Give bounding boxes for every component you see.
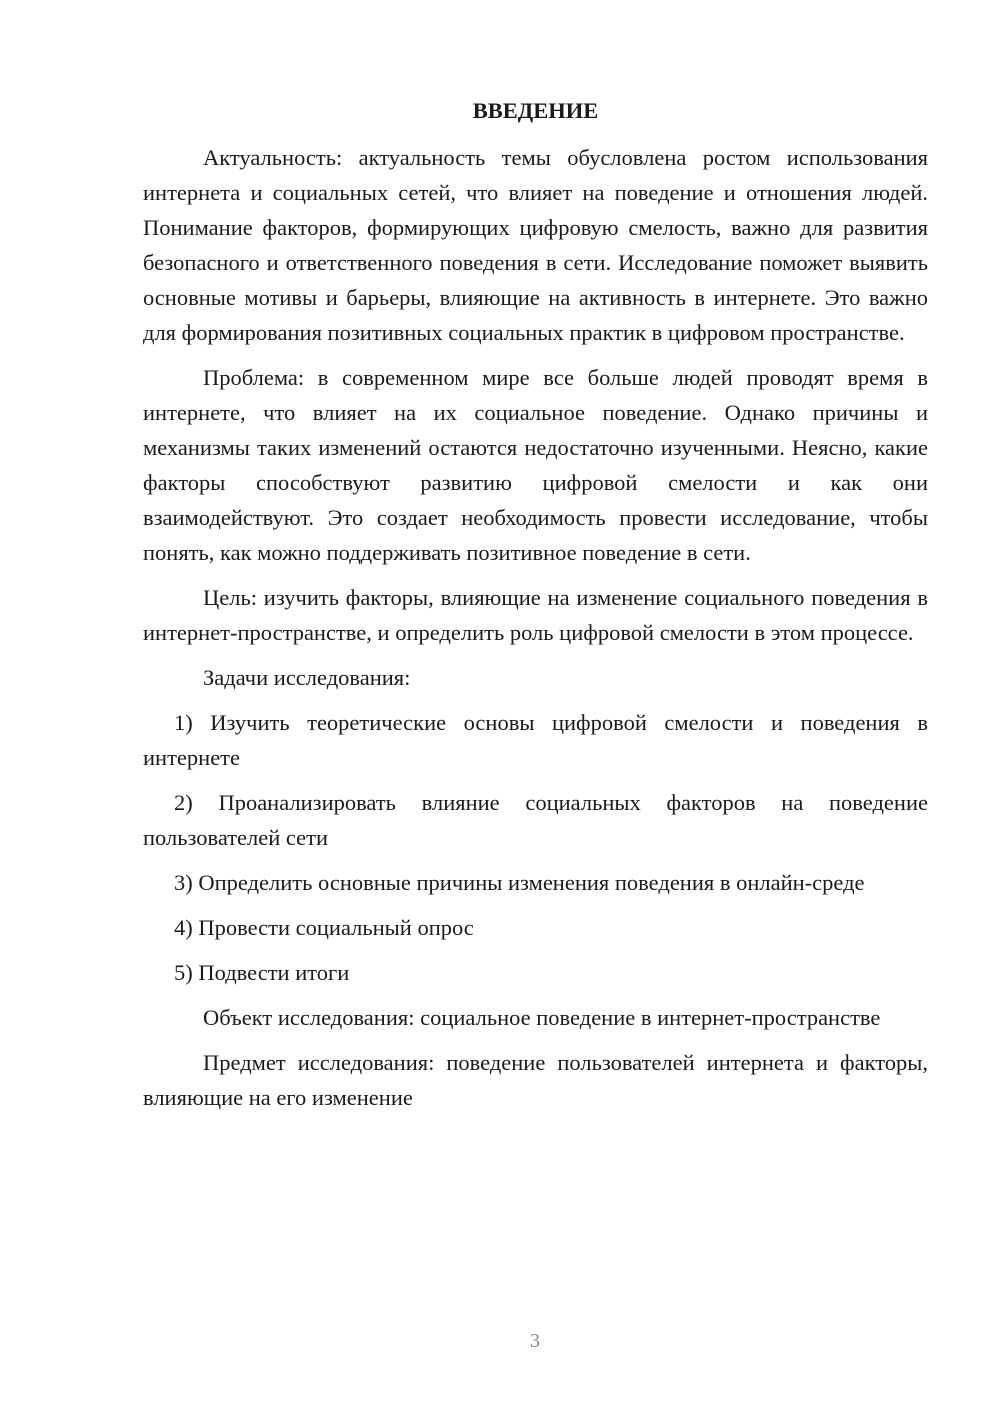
document-page (143, 93, 928, 1125)
relevance-paragraph: Актуальность: актуальность темы обусловлена ростом использования интернета и социальных сетей, что влияет на поведение и отношения людей. Понимание факторов, формирующих цифровую смелость, важно для развития безопасного и ответственного поведения в сети. Исследование поможет выявить основные мотивы и барьеры, влияющие на активность в интернете. Это важно для формирования позитивных социальных практик в цифровом пространстве. (143, 145, 928, 345)
tasks-heading: Задачи исследования: (203, 665, 411, 690)
research-object-paragraph: Объект исследования: социальное поведение в интернет-пространстве (203, 1005, 881, 1030)
task-item: 3) Определить основные причины изменения поведения в онлайн-среде (174, 870, 865, 895)
task-item: 1) Изучить теоретические основы цифровой смелости и поведения в интернете (143, 710, 928, 770)
section-heading: ВВЕДЕНИЕ (472, 98, 599, 123)
research-subject-paragraph: Предмет исследования: поведение пользователей интернета и факторы, влияющие на его изменение (143, 1050, 928, 1110)
page-number: 3 (530, 1330, 540, 1352)
task-item: 2) Проанализировать влияние социальных факторов на поведение пользователей сети (143, 790, 928, 850)
problem-paragraph: Проблема: в современном мире все больше людей проводят время в интернете, что влияет на их социальное поведение. Однако причины и механизмы таких изменений остаются недостаточно изученными. Неясно, какие факторы способствуют развитию цифровой смелости и как они взаимодействуют. Это создает необходимость провести исследование, чтобы понять, как можно поддерживать позитивное поведение в сети. (143, 365, 928, 565)
task-item: 4) Провести социальный опрос (174, 915, 474, 940)
task-item: 5) Подвести итоги (174, 960, 350, 985)
goal-paragraph: Цель: изучить факторы, влияющие на изменение социального поведения в интернет-пространстве, и определить роль цифровой смелости в этом процессе. (143, 585, 928, 645)
